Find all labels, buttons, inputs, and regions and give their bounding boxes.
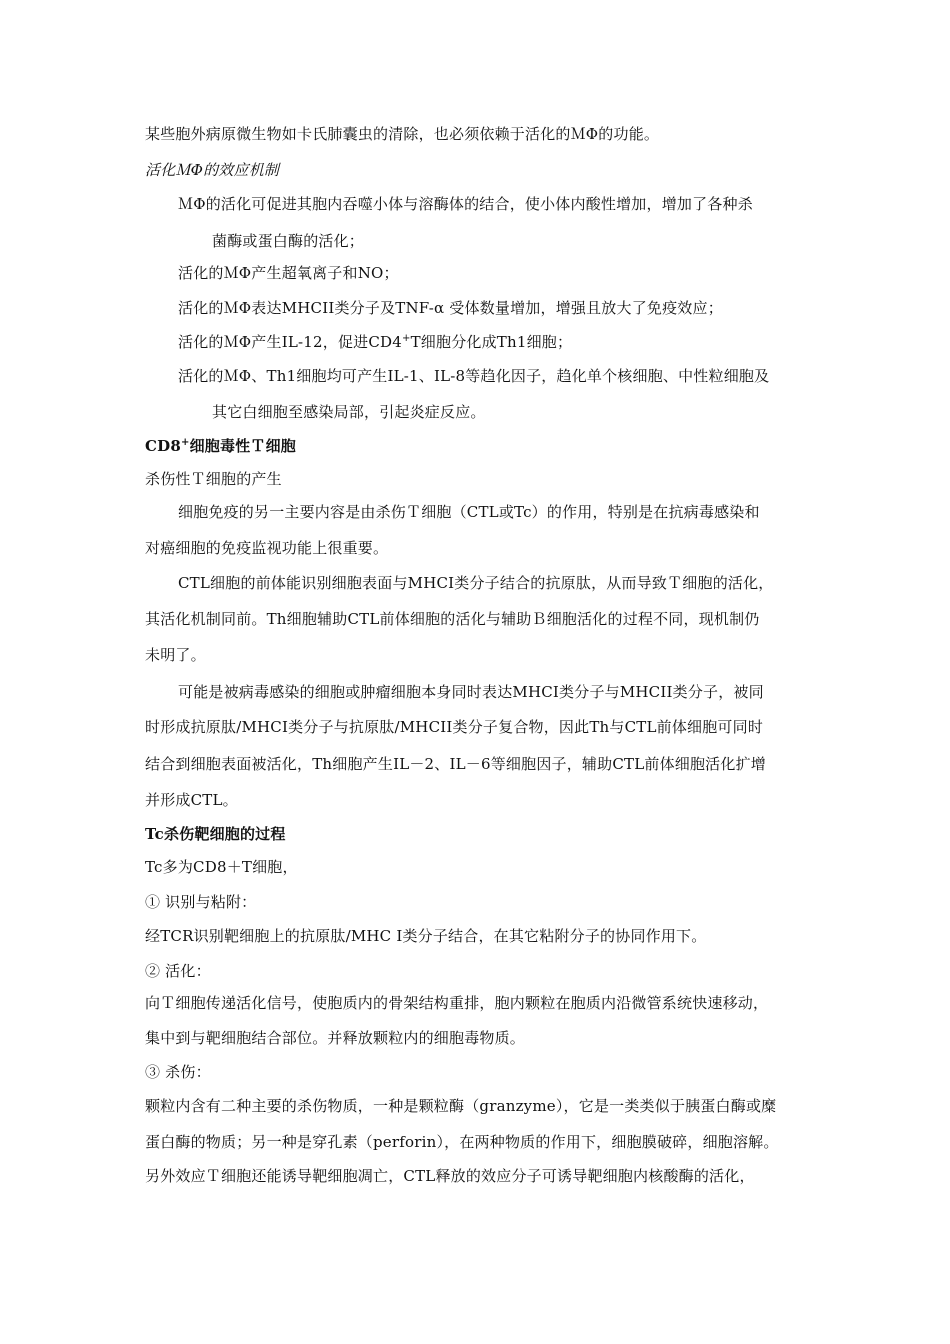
paragraph-line: CTL细胞的前体能识别细胞表面与MHCI类分子结合的抗原肽，从而导致Ｔ细胞的活化，: [178, 574, 774, 592]
list-item-line: 其它白细胞至感染局部，引起炎症反应。: [212, 403, 486, 421]
paragraph-line: 时形成抗原肽/MHCI类分子与抗原肽/MHCII类分子复合物，因此Th与CTL前体细胞可同时: [145, 718, 764, 736]
paragraph-line: 结合到细胞表面被活化，Th细胞产生IL－2、IL－6等细胞因子，辅助CTL前体细胞活化扩增: [145, 755, 766, 773]
list-item-line: 活化的ＭΦ产生超氧离子和NO；: [178, 264, 399, 282]
superscript: +: [402, 333, 411, 344]
paragraph-line: 对癌细胞的免疫监视功能上很重要。: [145, 539, 389, 557]
list-item-line: [178, 332, 572, 352]
subsection-heading: 杀伤性Ｔ细胞的产生: [145, 470, 282, 488]
paragraph-line: 颗粒内含有二种主要的杀伤物质，一种是颗粒酶（granzyme），它是一类类似于胰蛋白酶或糜: [145, 1097, 777, 1115]
section-heading: 活化ＭΦ的效应机制: [145, 161, 280, 179]
list-item-line: 活化的ＭΦ、Th1细胞均可产生IL-1、IL-8等趋化因子，趋化单个核细胞、中性粒细胞及: [178, 367, 770, 385]
paragraph-line: 经TCR识别靶细胞上的抗原肽/MHC Ⅰ类分子结合，在其它粘附分子的协同作用下。: [145, 927, 707, 945]
paragraph-line: 另外效应Ｔ细胞还能诱导靶细胞凋亡，CTL释放的效应分子可诱导靶细胞内核酸酶的活化，: [145, 1167, 755, 1185]
text-run: T细胞分化成Th1细胞；: [410, 333, 573, 351]
step-heading: ① 识别与粘附：: [145, 893, 257, 911]
paragraph-line: 某些胞外病原微生物如卡氏肺囊虫的清除，也必须依赖于活化的ＭΦ的功能。: [145, 125, 660, 143]
paragraph-line: 可能是被病毒感染的细胞或肿瘤细胞本身同时表达MHCI类分子与MHCII类分子，被同: [178, 683, 764, 701]
superscript: +: [180, 437, 190, 448]
paragraph-line: 未明了。: [145, 646, 206, 664]
list-item-line: 活化的ＭΦ表达MHCII类分子及TNF-α 受体数量增加，增强且放大了免疫效应；: [178, 299, 723, 317]
paragraph-line: 其活化机制同前。Th细胞辅助CTL前体细胞的活化与辅助Ｂ细胞活化的过程不同，现机制仍: [145, 610, 760, 628]
text-run: 细胞毒性Ｔ细胞: [189, 437, 296, 455]
paragraph-line: 蛋白酶的物质；另一种是穿孔素（perforin），在两种物质的作用下，细胞膜破碎，细胞溶解。: [145, 1133, 779, 1151]
section-heading: Tc杀伤靶细胞的过程: [145, 825, 286, 843]
step-heading: ③ 杀伤：: [145, 1063, 211, 1081]
paragraph-line: 集中到与靶细胞结合部位。并释放颗粒内的细胞毒物质。: [145, 1029, 526, 1047]
paragraph-line: Tc多为CD8＋T细胞，: [145, 858, 298, 876]
text-run: 活化的ＭΦ产生IL-12，促进CD4: [178, 333, 402, 351]
list-item-line: ＭΦ的活化可促进其胞内吞噬小体与溶酶体的结合，使小体内酸性增加，增加了各种杀: [178, 195, 753, 213]
section-heading: [145, 436, 296, 456]
paragraph-line: 细胞免疫的另一主要内容是由杀伤Ｔ细胞（CTL或Tc）的作用，特别是在抗病毒感染和: [178, 503, 760, 521]
paragraph-line: 向Ｔ细胞传递活化信号，使胞质内的骨架结构重排，胞内颗粒在胞质内沿微管系统快速移动，: [145, 994, 769, 1012]
list-item-line: 菌酶或蛋白酶的活化；: [212, 232, 365, 250]
step-heading: ② 活化：: [145, 962, 211, 980]
text-run: CD8: [145, 437, 181, 455]
paragraph-line: 并形成CTL。: [145, 791, 238, 809]
